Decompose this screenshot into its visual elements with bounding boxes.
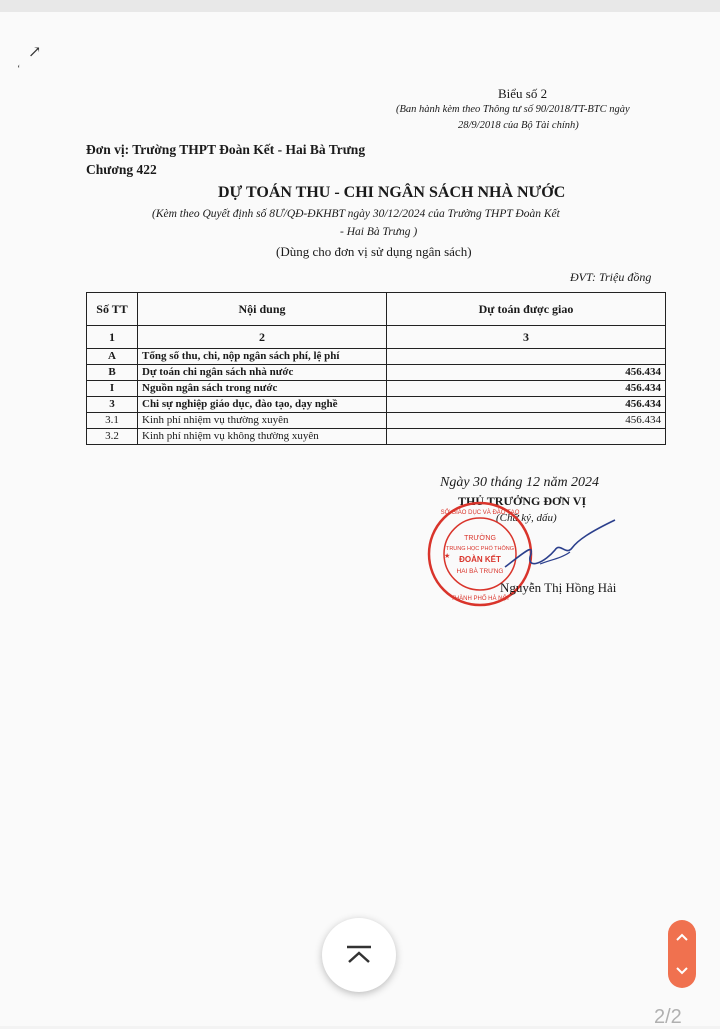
issued-note-line2: 28/9/2018 của Bộ Tài chính) <box>458 120 579 131</box>
head-of-unit-title: THỦ TRƯỞNG ĐƠN VỊ <box>458 494 587 508</box>
row-content: Kinh phí nhiệm vụ không thường xuyên <box>138 429 387 445</box>
row-content: Chi sự nghiệp giáo dục, đào tạo, dạy nghề <box>138 397 387 413</box>
signature-note: (Chữ ký, dấu) <box>496 512 557 524</box>
form-number: Biểu số 2 <box>498 86 548 101</box>
unit-of-measure: ĐVT: Triệu đồng <box>570 270 652 284</box>
usage-note: (Dùng cho đơn vị sử dụng ngân sách) <box>276 244 472 259</box>
table-row <box>87 349 666 365</box>
svg-text:TRƯỜNG: TRƯỜNG <box>464 535 496 542</box>
pen-dot-icon: ʻ <box>17 64 21 75</box>
index-cell: 1 <box>87 326 138 349</box>
handwritten-signature-icon <box>500 512 620 582</box>
row-value <box>387 349 666 365</box>
chevron-up-bar-icon <box>344 944 374 966</box>
index-cell: 3 <box>387 326 666 349</box>
svg-text:SỞ GIÁO DỤC VÀ ĐÀO TẠO: SỞ GIÁO DỤC VÀ ĐÀO TẠO <box>440 510 520 516</box>
svg-text:HAI BÀ TRƯNG: HAI BÀ TRƯNG <box>456 568 504 575</box>
table-row <box>87 365 666 381</box>
row-content: Kinh phí nhiệm vụ thường xuyên <box>138 413 387 429</box>
row-value <box>387 429 666 445</box>
header-du-toan: Dự toán được giao <box>387 293 666 326</box>
attached-decision-line2: - Hai Bà Trưng ) <box>340 226 418 238</box>
table-index-row <box>87 326 666 349</box>
page-indicator: 2/2 <box>654 1006 682 1028</box>
table-row <box>87 397 666 413</box>
index-cell: 2 <box>138 326 387 349</box>
table-row <box>87 429 666 445</box>
row-value: 456.434 <box>387 413 666 429</box>
row-stt: 3.2 <box>87 429 138 445</box>
issued-note-line1: (Ban hành kèm theo Thông tư số 90/2018/TT-BTC ngày <box>396 104 630 115</box>
row-content: Nguồn ngân sách trong nước <box>138 381 387 397</box>
chevron-up-icon[interactable] <box>675 932 689 942</box>
row-value: 456.434 <box>387 365 666 381</box>
svg-text:★: ★ <box>444 552 451 560</box>
pen-mark-icon: ↗ <box>28 44 42 61</box>
row-stt: 3.1 <box>87 413 138 429</box>
table-header-row <box>87 293 666 326</box>
table-row <box>87 381 666 397</box>
row-stt: I <box>87 381 138 397</box>
signing-date: Ngày 30 tháng 12 năm 2024 <box>440 475 600 490</box>
budget-table <box>86 292 666 445</box>
page-navigator <box>668 920 696 988</box>
chevron-down-icon[interactable] <box>675 966 689 976</box>
header-noi-dung: Nội dung <box>138 293 387 326</box>
signer-name: Nguyễn Thị Hồng Hải <box>500 580 617 595</box>
row-content: Tổng số thu, chi, nộp ngân sách phí, lệ phí <box>138 349 387 365</box>
row-value: 456.434 <box>387 397 666 413</box>
svg-text:ĐOÀN KẾT: ĐOÀN KẾT <box>459 555 501 564</box>
chapter: Chương 422 <box>86 162 157 177</box>
attached-decision-line1: (Kèm theo Quyết định số 8Ư/QĐ-ĐKHBT ngày 30/12/2024 của Trường THPT Đoàn Kết <box>152 208 560 220</box>
row-stt: A <box>87 349 138 365</box>
row-value: 456.434 <box>387 381 666 397</box>
table-row <box>87 413 666 429</box>
svg-text:THÀNH PHỐ HÀ NỘI: THÀNH PHỐ HÀ NỘI <box>451 596 509 602</box>
viewer-top-bar <box>0 0 720 12</box>
document-page <box>0 12 720 1026</box>
row-stt: B <box>87 365 138 381</box>
unit-name: Đơn vị: Trường THPT Đoàn Kết - Hai Bà Trưng <box>86 142 366 157</box>
header-stt: Số TT <box>87 293 138 326</box>
document-title: DỰ TOÁN THU - CHI NGÂN SÁCH NHÀ NƯỚC <box>218 184 566 201</box>
row-stt: 3 <box>87 397 138 413</box>
row-content: Dự toán chi ngân sách nhà nước <box>138 365 387 381</box>
scroll-to-top-button[interactable] <box>322 918 396 992</box>
svg-text:TRUNG HỌC PHỔ THÔNG: TRUNG HỌC PHỔ THÔNG <box>445 546 515 552</box>
